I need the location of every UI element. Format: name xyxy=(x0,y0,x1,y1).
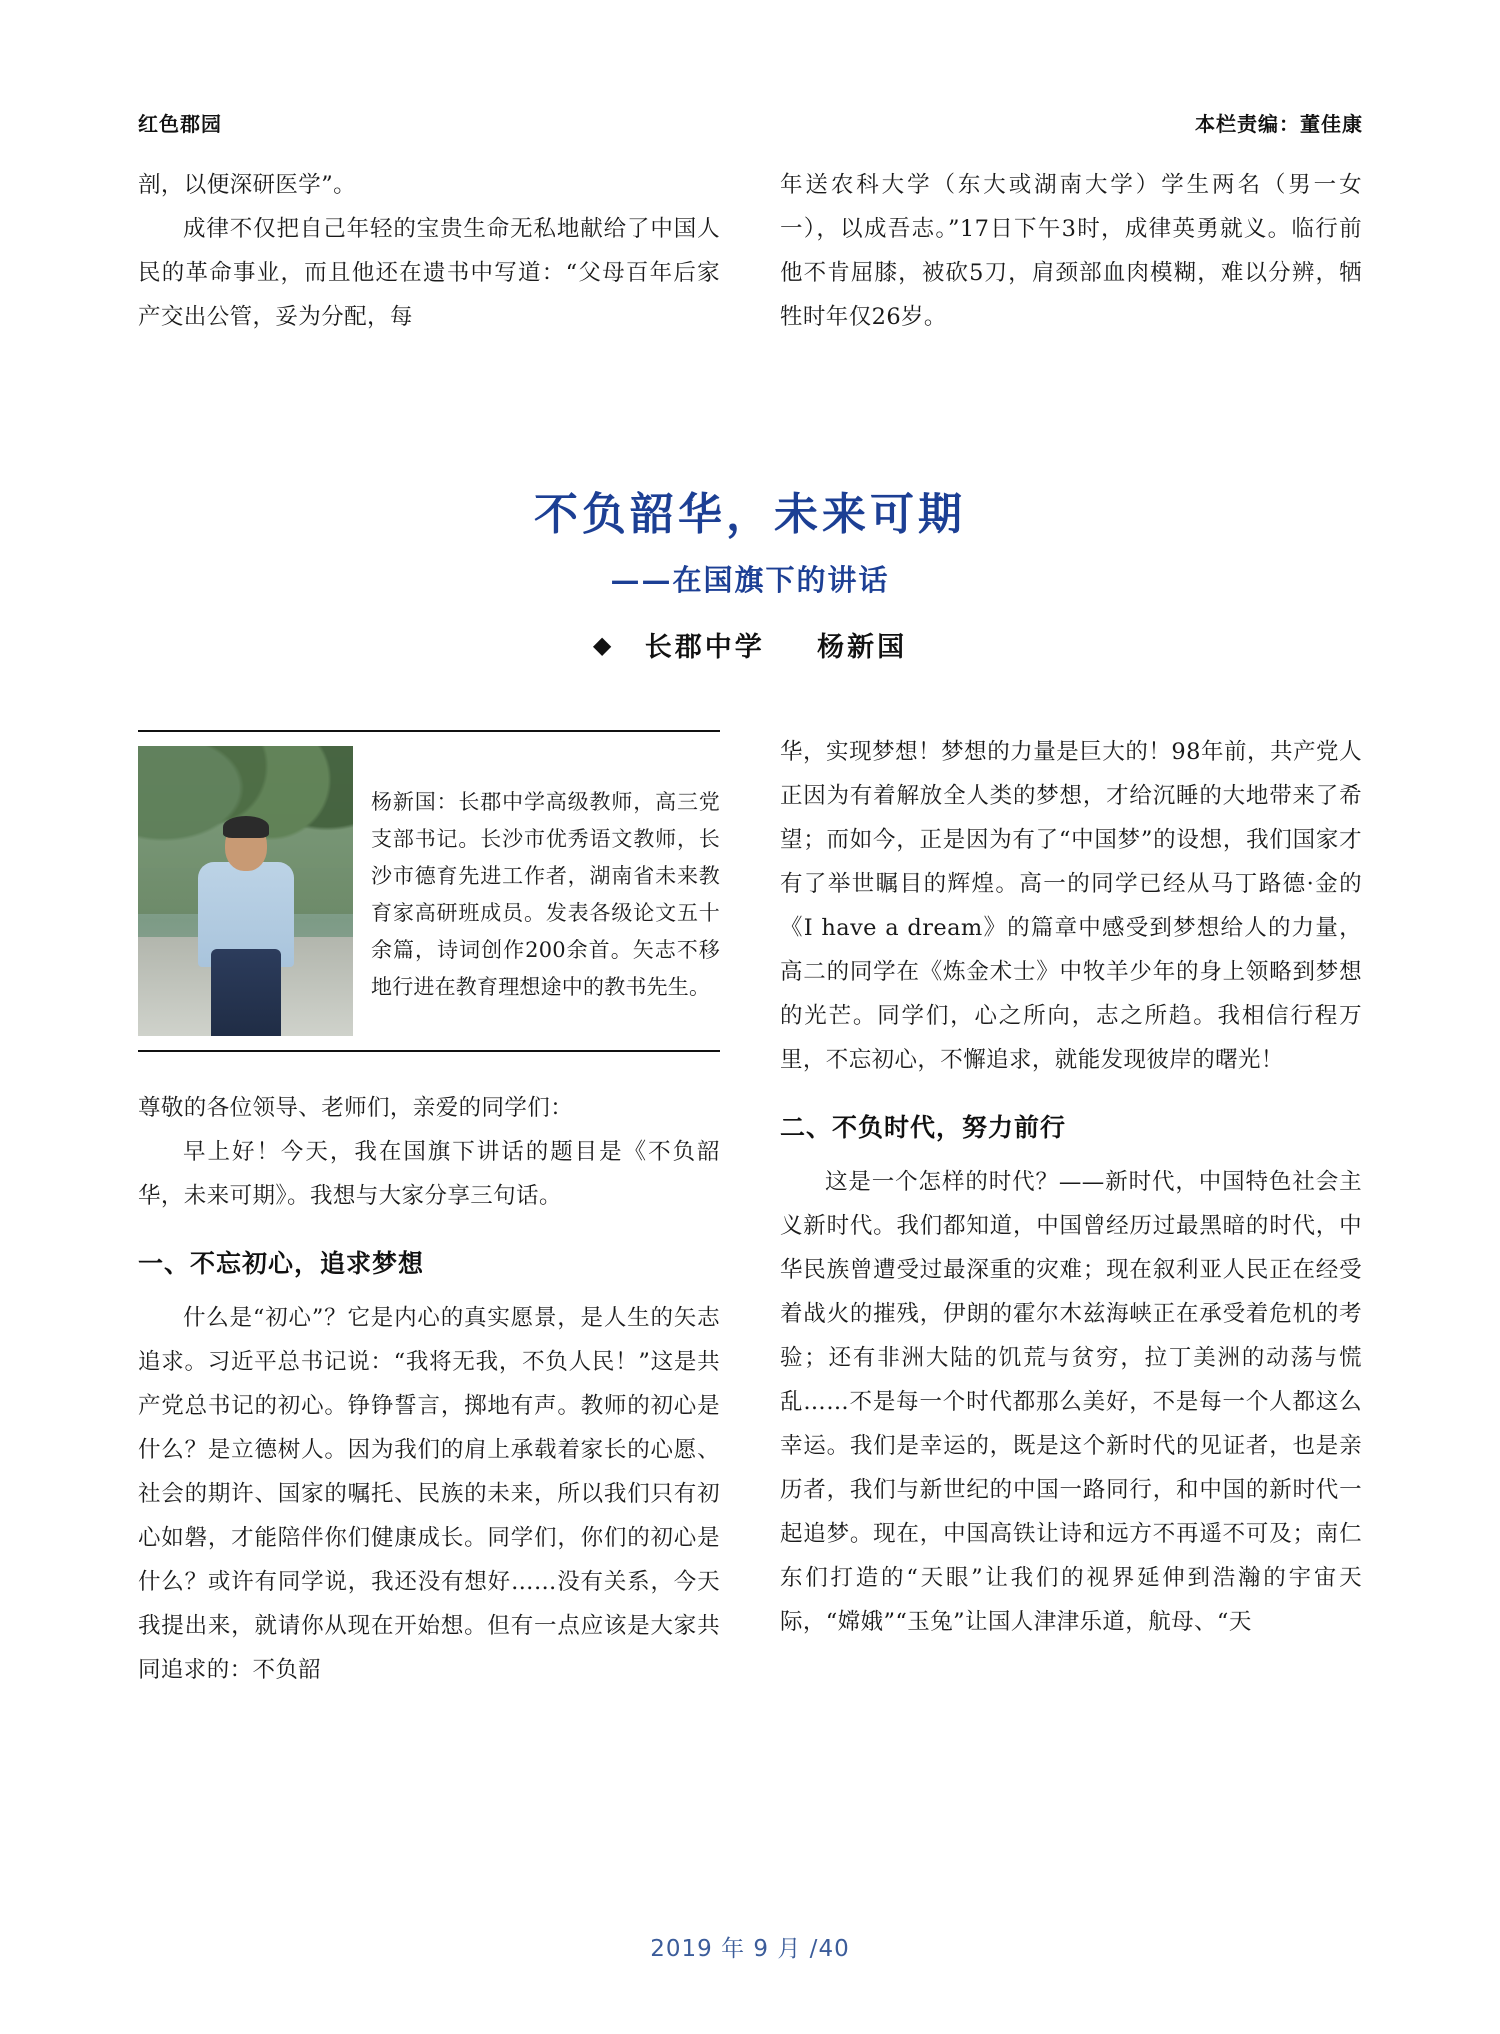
continued-right-column xyxy=(780,163,1362,339)
page-footer xyxy=(0,1930,1500,1963)
article-title: 不负韶华，未来可期 xyxy=(534,489,966,540)
paragraph: 剖，以便深研医学”。 xyxy=(138,172,357,198)
section-heading-1: 一、不忘初心，追求梦想 xyxy=(138,1249,425,1278)
article-subtitle: ——在国旗下的讲话 xyxy=(610,563,890,597)
author-bio-box xyxy=(138,730,720,1052)
author-photo xyxy=(138,746,353,1036)
article-title-block xyxy=(0,478,1500,599)
byline-school: 长郡中学 xyxy=(644,632,765,663)
continued-article xyxy=(138,163,1363,339)
byline-author: 杨新国 xyxy=(817,632,908,663)
paragraph: 年送农科大学（东大或湖南大学）学生两名（男一女一），以成吾志。”17日下午3时，成律英勇就义。临行前他不肯屈膝，被砍5刀，肩颈部血肉模糊，难以分辨，牺牲时年仅26岁。 xyxy=(780,172,1362,330)
continued-left-column xyxy=(138,163,720,339)
paragraph: 成律不仅把自己年轻的宝贵生命无私地献给了中国人民的革命事业，而且他还在遗书中写道：“父母百年后家产交出公管，妥为分配，每 xyxy=(138,216,720,330)
byline xyxy=(0,625,1500,664)
paragraph: 什么是“初心”？它是内心的真实愿景，是人生的矢志追求。习近平总书记说：“我将无我，不负人民！”这是共产党总书记的初心。铮铮誓言，掷地有声。教师的初心是什么？是立德树人。因为我们的肩上承载着家长的心愿、社会的期许、国家的嘱托、民族的未来，所以我们只有初心如磐，才能陪伴你们健康成长。同学们，你们的初心是什么？或许有同学说，我还没有想好……没有关系，今天我提出来，就请你从现在开始想。但有一点应该是大家共同追求的：不负韶 xyxy=(138,1305,720,1683)
column-name: 红色郡园 xyxy=(138,112,222,136)
article-left-column xyxy=(138,730,720,1692)
paragraph: 这是一个怎样的时代？——新时代，中国特色社会主义新时代。我们都知道，中国曾经历过最黑暗的时代，中华民族曾遭受过最深重的灾难；现在叙利亚人民正在经受着战火的摧残，伊朗的霍尔木兹海峡正在承受着危机的考验；还有非洲大陆的饥荒与贫穷，拉丁美洲的动荡与慌乱……不是每一个时代都那么美好，不是每一个人都这么幸运。我们是幸运的，既是这个新时代的见证者，也是亲历者，我们与新世纪的中国一路同行，和中国的新时代一起追梦。现在，中国高铁让诗和远方不再遥不可及；南仁东们打造的“天眼”让我们的视界延伸到浩瀚的宇宙天际，“嫦娥”“玉兔”让国人津津乐道，航母、“天 xyxy=(780,1169,1362,1635)
issue-date: 2019 年 9 月 / xyxy=(650,1936,819,1962)
page-number: 40 xyxy=(818,1936,850,1962)
diamond-icon: ◆ xyxy=(592,630,615,659)
author-bio-text: 杨新国：长郡中学高级教师，高三党支部书记。长沙市优秀语文教师，长沙市德育先进工作者，湖南省未来教育家高研班成员。发表各级论文五十余篇，诗词创作200余首。矢志不移地行进在教育理想途中的教书先生。 xyxy=(371,790,720,999)
section-heading-2: 二、不负时代，努力前行 xyxy=(780,1113,1067,1142)
paragraph: 华，实现梦想！梦想的力量是巨大的！98年前，共产党人正因为有着解放全人类的梦想，才给沉睡的大地带来了希望；而如今，正是因为有了“中国梦”的设想，我们国家才有了举世瞩目的辉煌。高一的同学已经从马丁路德·金的《I have a dream》的篇章中感受到梦想给人的力量，高二的同学在《炼金术士》中牧羊少年的身上领略到梦想的光芒。同学们，心之所向，志之所趋。我相信行程万里，不忘初心，不懈追求，就能发现彼岸的曙光！ xyxy=(780,739,1362,1073)
section-editor: 本栏责编：董佳康 xyxy=(1195,112,1363,136)
salutation: 尊敬的各位领导、老师们，亲爱的同学们： xyxy=(138,1095,574,1121)
opening-paragraph: 早上好！今天，我在国旗下讲话的题目是《不负韶华，未来可期》。我想与大家分享三句话。 xyxy=(138,1139,720,1209)
article-body xyxy=(138,730,1363,1692)
page-header xyxy=(138,108,1363,137)
article-right-column xyxy=(780,730,1362,1692)
